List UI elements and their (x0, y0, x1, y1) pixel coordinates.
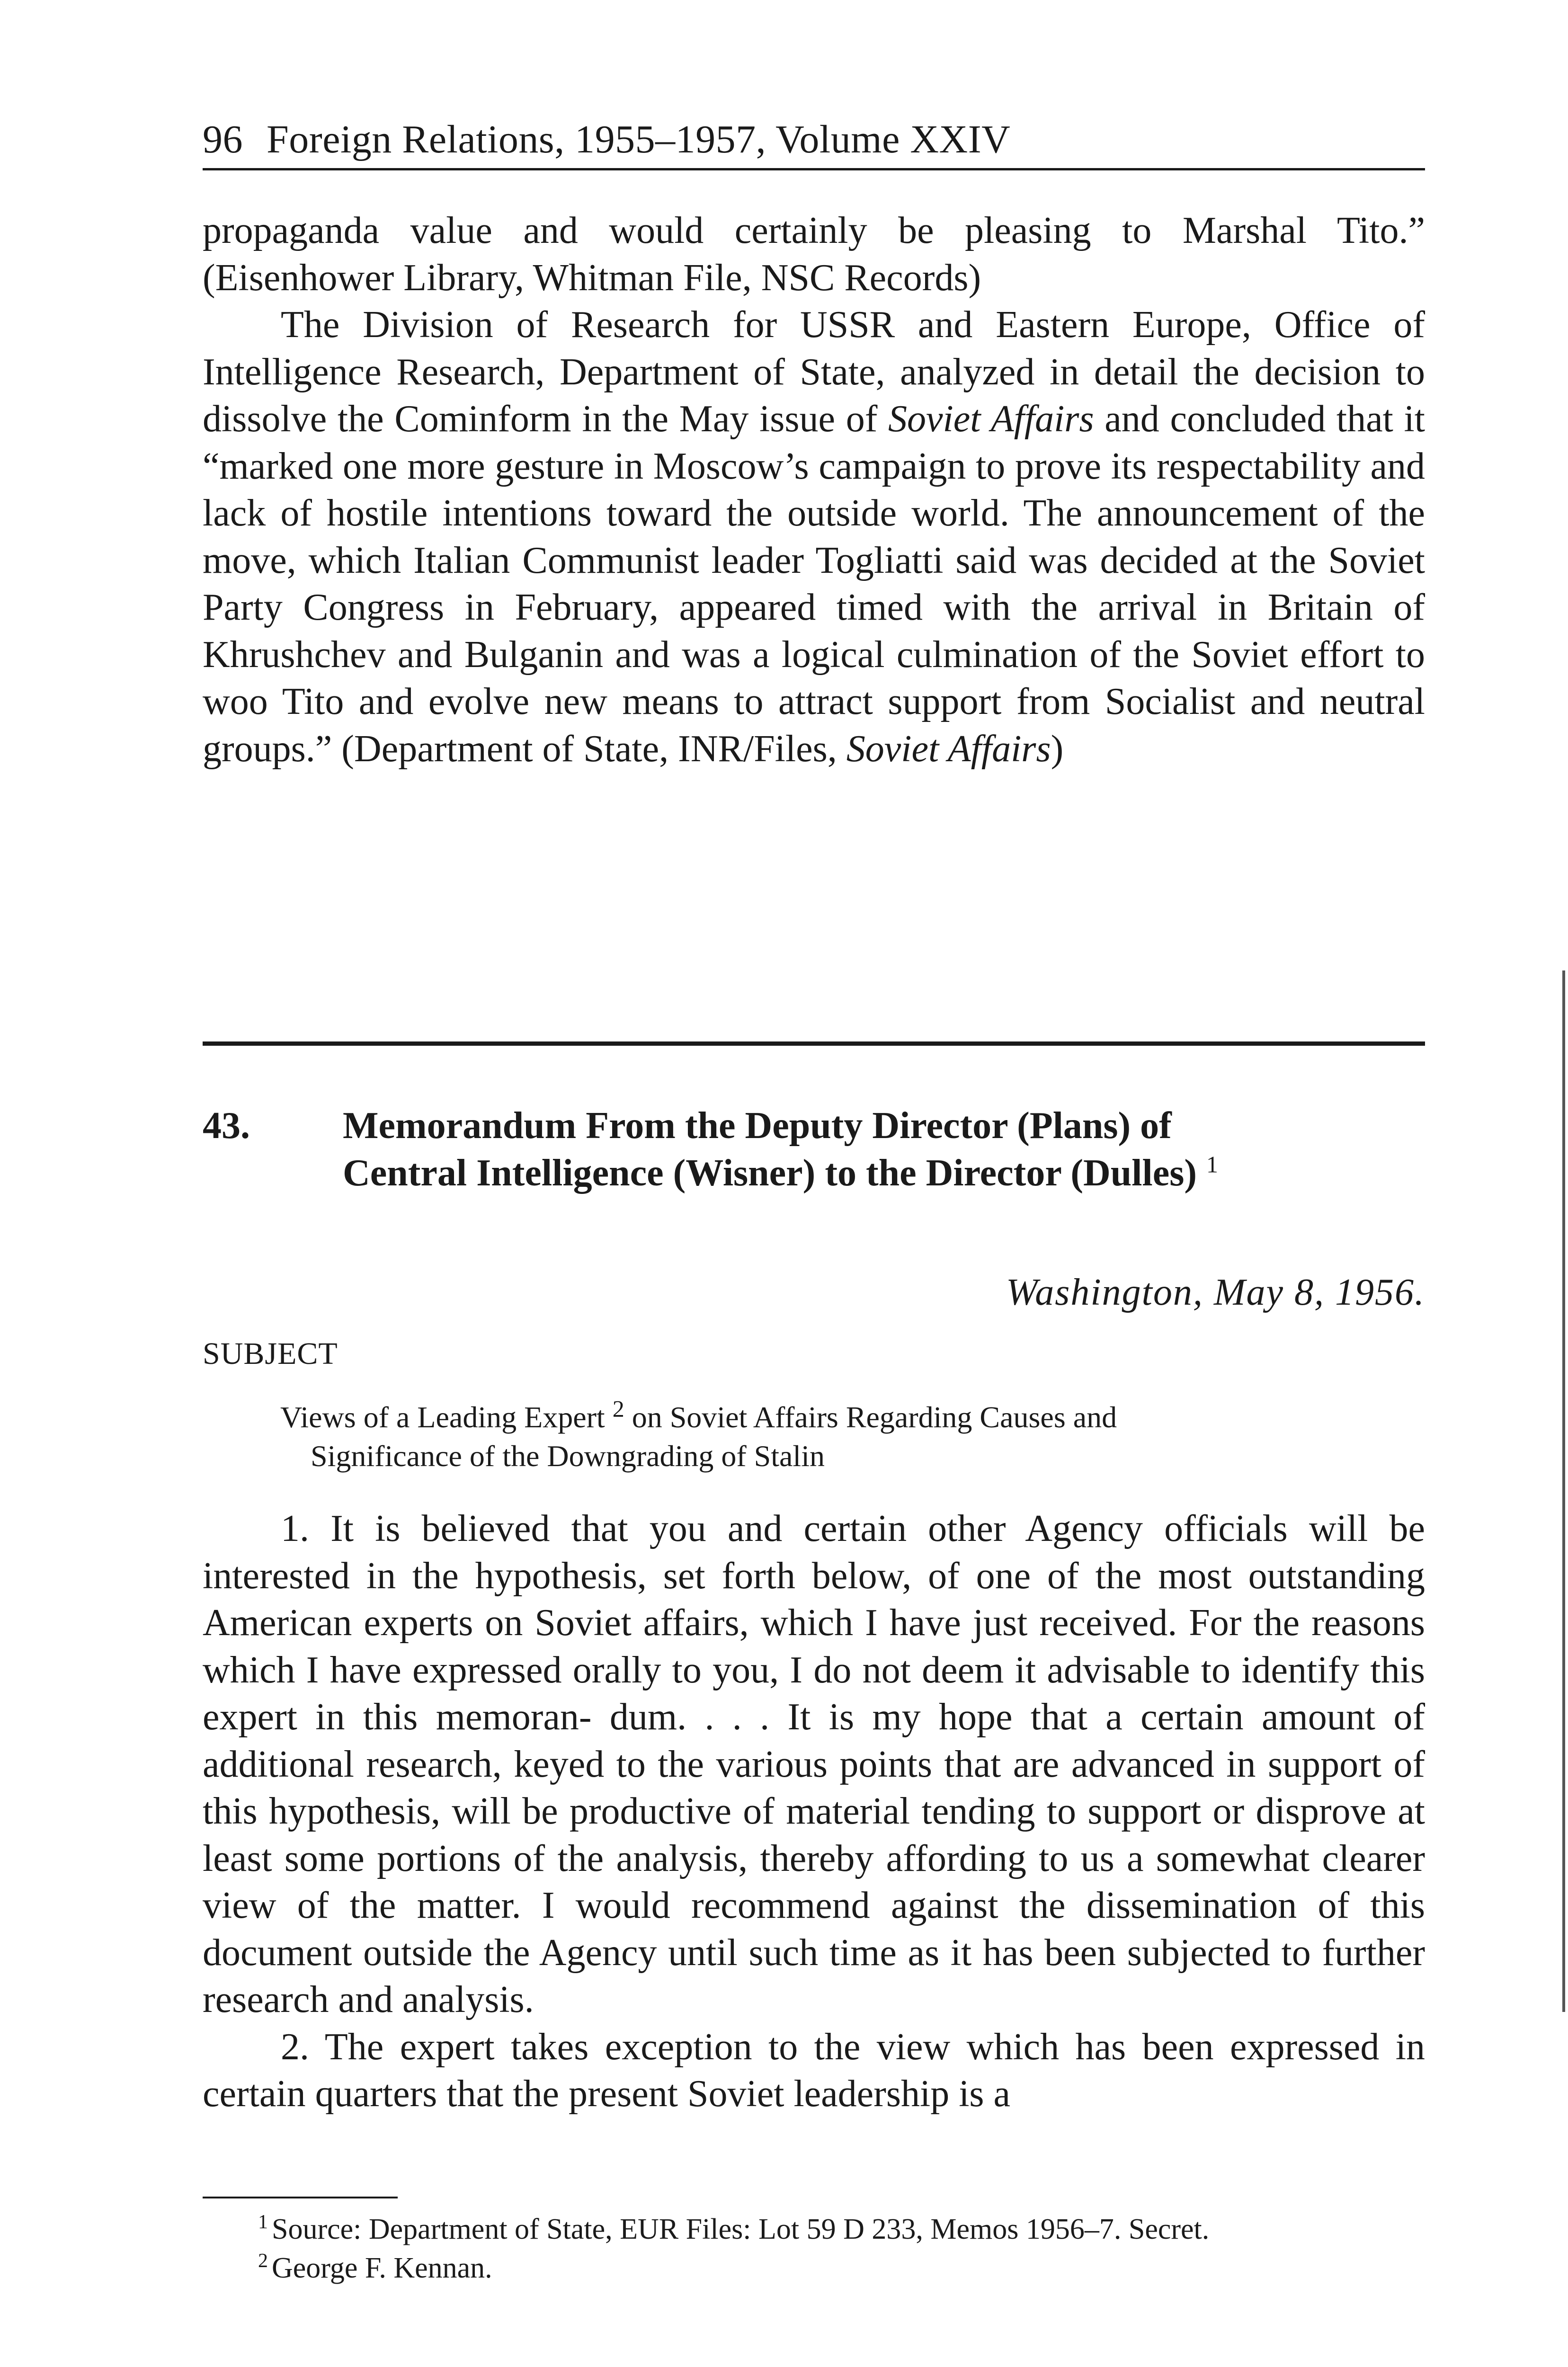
section-divider (203, 1041, 1425, 1046)
footnote-mark-2: 2 (258, 2250, 268, 2272)
research-text-3: ) (1051, 728, 1064, 770)
research-text-1: The Division of Research for USSR and Eastern Europe, Office of Intelligence Research, Department of State, analyzed in detail the decision to dissolve the Cominform in the May issue of (203, 304, 1425, 440)
scan-edge-line (1562, 970, 1565, 2012)
footnote-ref-2[interactable]: 2 (612, 1395, 624, 1422)
footnote-text-1: Source: Department of State, EUR Files: Lot 59 D 233, Memos 1956–7. Secret. (272, 2213, 1210, 2245)
continuation-paragraph: propaganda value and would certainly be pleasing to Marshal Tito.” (Eisenhower Library, Whitman File, NSC Records) (203, 210, 1425, 299)
subject-text-a: Views of a Leading Expert (280, 1400, 605, 1434)
document-number: 43. (203, 1105, 250, 1147)
running-title: Foreign Relations, 1955–1957, Volume XXIV (267, 117, 1011, 161)
subject-line-2: Significance of the Downgrading of Stalin (311, 1439, 825, 1473)
italic-title-soviet-affairs: Soviet Affairs (888, 398, 1094, 440)
memo-paragraph-1: 1. It is believed that you and certain other Agency officials will be interested in the hypothesis, set forth below, of one of the most outstanding American experts on Soviet affairs, which I have just received. For the reasons which I have expressed orally to you, I do not deem it advisable to identify this expert in this memoran- dum. . . . It is my hope that a certain amount of additional research, keyed to the various points that are advanced in support of this hypothesis, will be productive of material tending to support or disprove at least some portions of the analysis, thereby affording to us a somewhat clearer view of the matter. I would recommend against the dissemination of this document outside the Agency until such time as it has been subjected to further research and analysis. (203, 1508, 1425, 2020)
title-line-2: Central Intelligence (Wisner) to the Director (Dulles) (343, 1152, 1197, 1194)
title-line-1: Memorandum From the Deputy Director (Plans) of (343, 1105, 1172, 1147)
footnote-1 (258, 2210, 1442, 2249)
research-text-2: and concluded that it “marked one more gesture in Moscow’s campaign to prove its respectability and lack of hostile intentions toward the outside world. The announcement of the move, which Italian Communist leader Togliatti said was decided at the Soviet Party Congress in February, appeared timed with the arrival in Britain of Khrushchev and Bulganin and was a logical culmination of the Soviet effort to woo Tito and evolve new means to attract support from Socialist and neutral groups.” (Department of State, INR/Files, (203, 398, 1425, 770)
footnote-rule (203, 2197, 398, 2198)
italic-title-soviet-affairs-2: Soviet Affairs (846, 728, 1051, 770)
memo-body (203, 1505, 1425, 2118)
footnote-text-2: George F. Kennan. (272, 2252, 492, 2284)
subject-text-b: on Soviet Affairs Regarding Causes and (624, 1400, 1117, 1434)
document-title (343, 1102, 1432, 1197)
research-paragraph (203, 302, 1425, 773)
footnote-ref-1[interactable]: 1 (1206, 1151, 1219, 1178)
subject-label: SUBJECT (203, 1336, 338, 1371)
running-header (203, 116, 1425, 170)
dateline: Washington, May 8, 1956. (1006, 1272, 1425, 1313)
footnote-2 (258, 2249, 1442, 2287)
subject-line-1 (280, 1395, 1117, 1434)
footnotes (258, 2210, 1442, 2287)
subject-text (280, 1395, 1369, 1476)
memo-paragraph-2: 2. The expert takes exception to the view which has been expressed in certain quarters that the present Soviet leadership is a (203, 2026, 1425, 2115)
continuation-text (203, 207, 1425, 773)
page-number: 96 (203, 117, 243, 161)
footnote-mark-1: 1 (258, 2211, 268, 2234)
